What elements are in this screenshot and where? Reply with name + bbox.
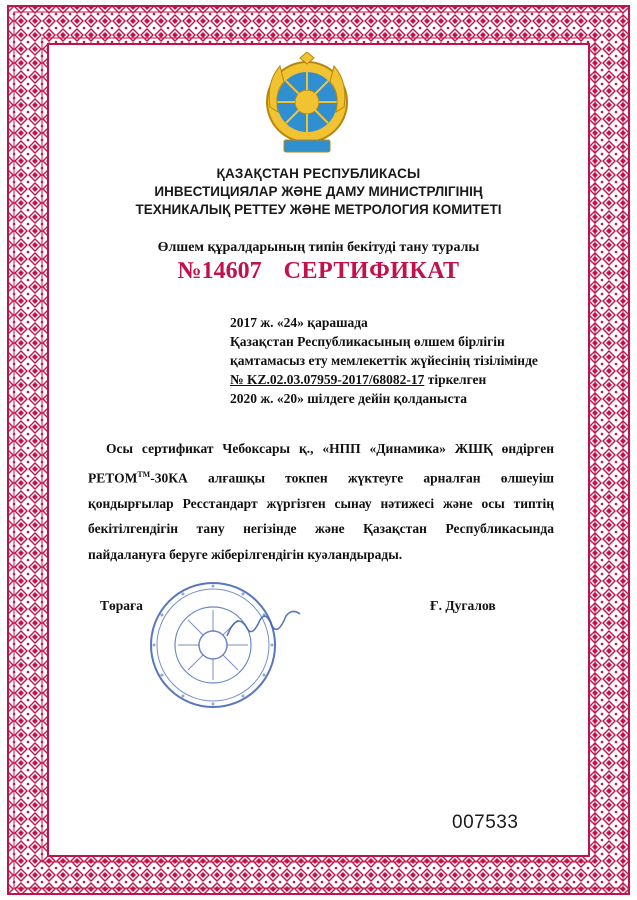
registration-number: № KZ.02.03.07959-2017/68082-17 xyxy=(230,372,425,387)
certificate-body-text xyxy=(88,436,554,567)
registration-line3: қамтамасыз ету мемлекеттік жүйесінің тізілімінде xyxy=(230,353,538,368)
body-part1: Осы сертификат Чебоксары қ., «НПП «Динамика» ЖШҚ өндірген РЕТОМ xyxy=(88,441,554,485)
certificate-number: №14607 xyxy=(177,258,262,284)
body-part2: -30КА алғашқы токпен жүктеуге арналған өлшеуіш қондырғылар Ресстандарт жүргізген сынау нәтижесі және осы типтің бекітілгендігін тану негізінде және Қазақстан Республикасында пайдалануға беруге жіберілгендігін куәландырады. xyxy=(88,470,554,562)
serial-number: 007533 xyxy=(452,812,519,833)
certificate-title-line xyxy=(0,258,637,285)
signatory-name: Ғ. Дугалов xyxy=(430,598,496,613)
header-ministry: ИНВЕСТИЦИЯЛАР ЖӘНЕ ДАМУ МИНИСТРЛІГІНІҢ xyxy=(154,184,483,199)
registration-line2: Қазақстан Республикасының өлшем бірлігін xyxy=(230,334,505,349)
registration-date: 2017 ж. «24» қарашада xyxy=(230,315,368,330)
registration-suffix: тіркелген xyxy=(424,372,487,387)
handwritten-signature-icon xyxy=(222,606,312,646)
state-emblem-icon xyxy=(262,52,352,162)
certificate-subtitle: Өлшем құралдарының типін бекітуді тану туралы xyxy=(157,240,480,255)
trademark-symbol: TM xyxy=(137,469,151,479)
header-country: ҚАЗАҚСТАН РЕСПУБЛИКАСЫ xyxy=(216,166,421,181)
certificate-title: СЕРТИФИКАТ xyxy=(283,258,460,284)
header-committee: ТЕХНИКАЛЫҚ РЕТТЕУ ЖӘНЕ МЕТРОЛОГИЯ КОМИТЕТІ xyxy=(135,202,502,217)
chairman-label: Төраға xyxy=(100,598,143,613)
registration-number-line xyxy=(230,370,538,389)
registration-block xyxy=(230,313,538,408)
validity-date: 2020 ж. «20» шілдеге дейін қолданыста xyxy=(230,391,468,406)
